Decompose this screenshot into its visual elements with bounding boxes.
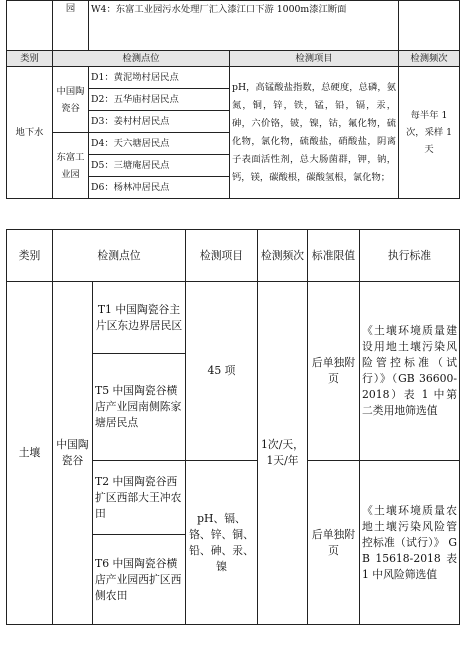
table-row <box>7 1 460 51</box>
table-header-row <box>7 51 460 67</box>
items-cell: 45 项 <box>186 282 258 461</box>
header-category: 类别 <box>7 51 53 67</box>
point-cell: T2 中国陶瓷谷西扩区西部大王冲农田 <box>93 461 186 535</box>
header-limit: 标准限值 <box>308 230 360 282</box>
items-cell: pH，高锰酸盐指数，总硬度，总磷，氨氮，铜，锌，铁，锰，铅，镉，汞，砷，六价铬，铍，镍，钴，氟化物，硫化物，氯化物，硫酸盐，硝酸盐，阴离子表面活性剂，总大肠菌群，钾，钠，钙，镁，碳酸根，碳酸氢根，氯化物； <box>230 67 399 199</box>
point-cell: D4：天六塘居民点 <box>89 133 230 155</box>
point-cell: D6：杨林冲居民点 <box>89 177 230 199</box>
header-frequency: 检测频次 <box>399 51 460 67</box>
limit-cell: 后单独附页 <box>308 461 360 625</box>
point-cell: T6 中国陶瓷谷横店产业园西扩区西侧农田 <box>93 535 186 625</box>
header-points: 检测点位 <box>53 51 230 67</box>
group-cell: 中国陶瓷谷 <box>53 67 89 133</box>
point-cell: D3：姜村村居民点 <box>89 111 230 133</box>
header-items: 检测项目 <box>230 51 399 67</box>
groundwater-table <box>6 0 460 199</box>
table-header-row <box>7 230 460 282</box>
group-cell: 中国陶瓷谷 <box>53 282 93 625</box>
top-row-blank-freq <box>399 1 460 51</box>
soil-table <box>6 229 460 625</box>
standard-cell: 《土壤环境质量建设用地土壤污染风险管控标准（试行）》（GB 36600-2018）表 1 中第二类用地筛选值 <box>360 282 460 461</box>
page-gap <box>0 205 463 229</box>
category-cell: 土壤 <box>7 282 53 625</box>
point-cell: T5 中国陶瓷谷横店产业园南侧陈家塘居民点 <box>93 354 186 461</box>
limit-cell: 后单独附页 <box>308 282 360 461</box>
point-cell: D2：五华庙村居民点 <box>89 89 230 111</box>
point-cell: D5：三塘庵居民点 <box>89 155 230 177</box>
point-cell: D1：黄泥坳村居民点 <box>89 67 230 89</box>
category-cell: 地下水 <box>7 67 53 199</box>
top-row-point: W4：东富工业园污水处理厂汇入漆江口下游 1000m漆江断面 <box>89 1 399 51</box>
table-row <box>7 67 460 89</box>
top-row-blank <box>7 1 53 51</box>
frequency-cell: 每半年 1 次，采样 1 天 <box>399 67 460 199</box>
header-items: 检测项目 <box>186 230 258 282</box>
header-standard: 执行标准 <box>360 230 460 282</box>
items-cell: pH、镉、铬、锌、铜、铅、砷、汞、镍 <box>186 461 258 625</box>
standard-cell: 《土壤环境质量农地土壤污染风险管控标准（试行）》 GB 15618-2018 表 1 中风险筛选值 <box>360 461 460 625</box>
top-row-group-tail: 园 <box>53 1 89 51</box>
table-row <box>7 282 460 354</box>
header-points: 检测点位 <box>53 230 186 282</box>
group-cell: 东富工业园 <box>53 133 89 199</box>
point-cell: T1 中国陶瓷谷主片区东边界居民区 <box>93 282 186 354</box>
header-frequency: 检测频次 <box>258 230 308 282</box>
header-category: 类别 <box>7 230 53 282</box>
frequency-cell: 1次/天，1天/年 <box>258 282 308 625</box>
